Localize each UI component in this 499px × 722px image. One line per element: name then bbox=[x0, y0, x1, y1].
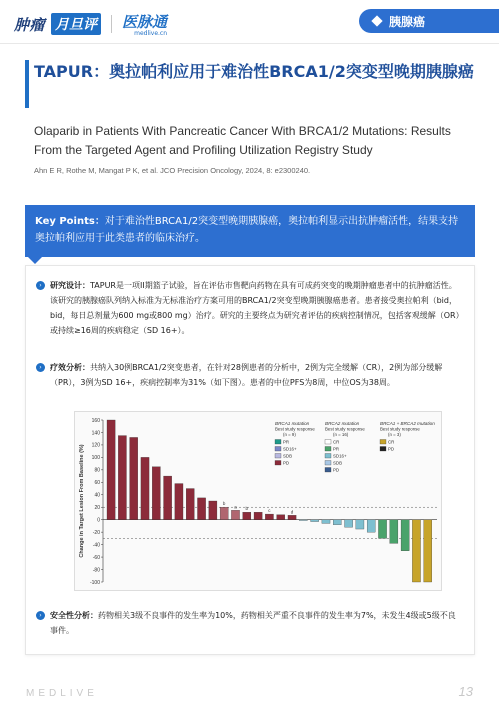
waterfall-bar bbox=[107, 420, 115, 520]
waterfall-chart-svg bbox=[75, 412, 443, 592]
legend-title: BRCA2 mutation bbox=[325, 421, 360, 426]
waterfall-bar bbox=[333, 520, 341, 525]
waterfall-bar bbox=[356, 520, 364, 529]
y-axis-label: Change in Target Lesion From Baseline (%) bbox=[79, 444, 85, 558]
article-subtitle: Olaparib in Patients With Pancreatic Cancer With BRCA1/2 Mutations: Results From the Targeted Agent and Profiling Utilization Registry Study bbox=[34, 124, 451, 157]
legend-n: (n = 9) bbox=[283, 432, 296, 437]
content-card bbox=[25, 265, 475, 655]
brand-box: 月旦评 bbox=[51, 13, 101, 35]
legend-subtitle: Best study response bbox=[325, 426, 365, 432]
waterfall-bar bbox=[118, 436, 126, 520]
brand-logos bbox=[14, 11, 167, 37]
footer-logo: MEDLIVE bbox=[26, 688, 98, 699]
waterfall-bar bbox=[220, 507, 228, 519]
waterfall-bar bbox=[311, 520, 319, 522]
y-tick-label: 100 bbox=[91, 455, 100, 462]
waterfall-bar bbox=[130, 437, 138, 519]
bar-annotation: d bbox=[290, 509, 294, 515]
legend-swatch bbox=[325, 440, 331, 445]
bar-annotation: c bbox=[268, 508, 271, 514]
waterfall-bar bbox=[288, 515, 296, 519]
legend-swatch bbox=[380, 440, 386, 445]
section-label: 安全性分析： bbox=[50, 611, 98, 620]
brand-secondary-sub: medlive.cn bbox=[134, 30, 168, 37]
section-efficacy bbox=[36, 360, 462, 390]
waterfall-bar bbox=[424, 520, 432, 582]
y-tick-label: 120 bbox=[91, 442, 100, 449]
bar-annotation: b bbox=[222, 501, 226, 507]
section-text: 药物相关3级不良事件的发生率为10%，药物相关严重不良事件的发生率为7%，未发生4级或5级不良事件。 bbox=[50, 611, 456, 635]
key-points-text: 对于难治性BRCA1/2突变型晚期胰腺癌，奥拉帕利显示出抗肿瘤活性，结果支持奥拉帕利应用于此类患者的临床治疗。 bbox=[35, 216, 459, 244]
y-tick-label: 80 bbox=[94, 467, 100, 474]
waterfall-bar bbox=[254, 512, 262, 519]
legend-swatch bbox=[325, 468, 331, 473]
y-tick-label: 40 bbox=[94, 492, 100, 499]
legend-n: (n = 16) bbox=[333, 432, 349, 437]
waterfall-bar bbox=[367, 520, 375, 532]
waterfall-chart bbox=[74, 411, 442, 591]
legend-swatch bbox=[380, 447, 386, 452]
legend-item-label: CR bbox=[333, 439, 340, 445]
chevron-right-icon: › bbox=[36, 281, 45, 290]
section-safety bbox=[36, 608, 462, 638]
section-text: TAPUR是一项II期篮子试验，旨在评估市售靶向药物在具有可成药突变的晚期肿瘤患者中的抗肿瘤活性。该研究的胰腺癌队列纳入标准为无标准治疗方案可用的BRCA1/2突变型晚期胰腺癌患者。患者接受奥拉帕利（bid，bid，每日总剂量为600 mg或800 mg）治疗。研究的主要终点为研究者评估的疾病控制情况，包括客观缓解（OR）或持续≥16周的疾病稳定（SD 16+）。 bbox=[50, 281, 460, 335]
legend-title: BRCA1 mutation bbox=[275, 421, 310, 426]
legend-swatch bbox=[275, 461, 281, 466]
y-tick-label: -80 bbox=[92, 567, 100, 574]
legend-item-label: SD16+ bbox=[333, 453, 347, 459]
legend-item-label: CR bbox=[388, 439, 395, 445]
legend-swatch bbox=[325, 461, 331, 466]
waterfall-bar bbox=[378, 520, 386, 539]
brand-secondary-group bbox=[122, 11, 167, 37]
bar-annotation: a bbox=[234, 504, 237, 510]
waterfall-bar bbox=[322, 520, 330, 524]
y-tick-label: 0 bbox=[97, 517, 100, 524]
waterfall-bar bbox=[231, 510, 239, 519]
chevron-right-icon: › bbox=[36, 611, 45, 620]
legend-item-label: SD16+ bbox=[283, 446, 297, 452]
section-label: 研究设计： bbox=[50, 281, 90, 290]
waterfall-bar bbox=[345, 520, 353, 527]
waterfall-bar bbox=[265, 514, 273, 520]
legend-item-label: PR bbox=[283, 439, 290, 445]
y-tick-label: 140 bbox=[91, 430, 100, 437]
legend-item-label: SDB bbox=[333, 460, 343, 466]
legend-item-label: PR bbox=[333, 446, 340, 452]
waterfall-bar bbox=[186, 489, 194, 520]
legend-swatch bbox=[325, 454, 331, 459]
legend-title: BRCA1 + BRCA2 mutation bbox=[380, 421, 435, 426]
article-title: TAPUR：奥拉帕利应用于难治性BRCA1/2突变型晚期胰腺癌 bbox=[34, 62, 474, 81]
legend-swatch bbox=[275, 454, 281, 459]
legend-n: (n = 3) bbox=[388, 432, 401, 437]
legend-item-label: SDB bbox=[283, 453, 293, 459]
category-tag bbox=[359, 9, 499, 33]
waterfall-bar bbox=[243, 512, 251, 519]
section-text: 共纳入30例BRCA1/2突变患者，在针对28例患者的分析中，2例为完全缓解（CR），2例为部分缓解（PR），3例为SD 16+，疾病控制率为31%（如下图）。患者的中位PFS为8周，中位OS为38周。 bbox=[50, 363, 443, 387]
waterfall-bar bbox=[175, 484, 183, 520]
page-number: 13 bbox=[458, 684, 473, 699]
diamond-icon bbox=[371, 15, 382, 26]
legend-subtitle: Best study response bbox=[380, 426, 420, 432]
legend-subtitle: Best study response bbox=[275, 426, 315, 432]
y-tick-label: 60 bbox=[94, 480, 100, 487]
category-tag-label: 胰腺癌 bbox=[389, 14, 426, 29]
legend-swatch bbox=[275, 440, 281, 445]
legend-swatch bbox=[325, 447, 331, 452]
waterfall-bar bbox=[401, 520, 409, 551]
title-accent-bar bbox=[25, 60, 29, 108]
brand-separator bbox=[111, 15, 112, 33]
key-points-label: Key Points： bbox=[35, 216, 105, 227]
y-tick-label: -40 bbox=[92, 542, 100, 549]
waterfall-bar bbox=[299, 520, 307, 521]
waterfall-bar bbox=[164, 476, 172, 520]
key-points-pointer bbox=[28, 257, 42, 264]
y-tick-label: -100 bbox=[89, 579, 100, 586]
y-tick-label: -20 bbox=[92, 529, 100, 536]
bar-annotation: b bbox=[245, 506, 249, 512]
waterfall-bar bbox=[209, 501, 217, 520]
y-tick-label: -60 bbox=[92, 554, 100, 561]
waterfall-bar bbox=[412, 520, 420, 582]
brand-secondary: 医脉通 bbox=[122, 13, 168, 31]
legend-swatch bbox=[275, 447, 281, 452]
section-study-design bbox=[36, 278, 462, 338]
legend-item-label: PD bbox=[283, 460, 290, 466]
legend-item-label: PD bbox=[333, 467, 340, 473]
brand-main: 肿瘤 bbox=[14, 15, 46, 34]
article-citation: Ahn E R, Rothe M, Mangat P K, et al. JCO Precision Oncology, 2024, 8: e2300240. bbox=[34, 166, 311, 175]
waterfall-bar bbox=[152, 467, 160, 520]
key-points-box bbox=[25, 205, 475, 257]
waterfall-bar bbox=[390, 520, 398, 544]
waterfall-bar bbox=[197, 498, 205, 520]
legend-item-label: PD bbox=[388, 446, 395, 452]
chevron-right-icon: › bbox=[36, 363, 45, 372]
header-bar bbox=[0, 0, 499, 44]
y-tick-label: 160 bbox=[91, 417, 100, 424]
waterfall-bar bbox=[141, 457, 149, 519]
section-label: 疗效分析： bbox=[50, 363, 90, 372]
waterfall-bar bbox=[277, 515, 285, 520]
y-tick-label: 20 bbox=[94, 505, 100, 512]
